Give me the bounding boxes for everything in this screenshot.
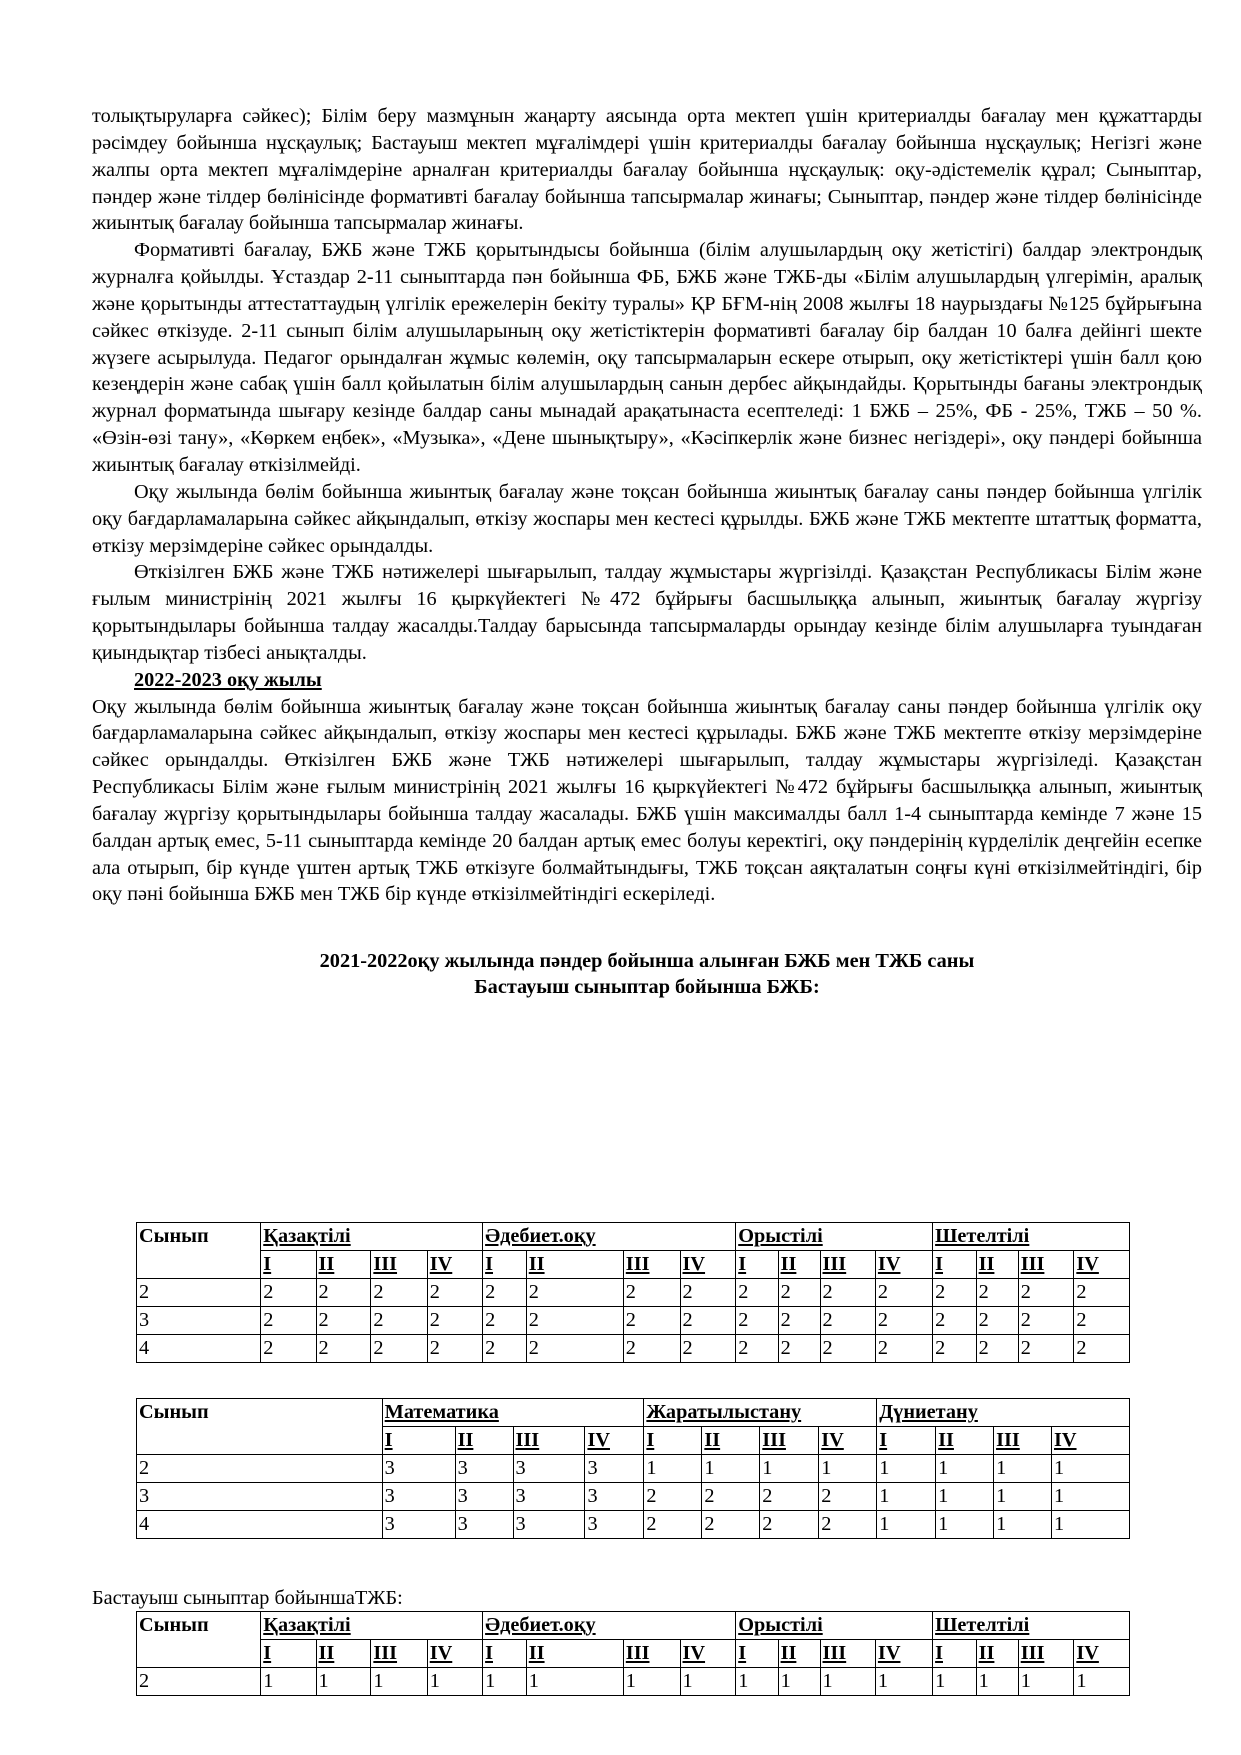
value-cell: 3 bbox=[513, 1455, 585, 1483]
empty-cell bbox=[137, 1251, 261, 1279]
quarter-header-cell: I bbox=[736, 1251, 778, 1279]
class-header-cell: Сынып bbox=[137, 1612, 261, 1640]
table-subtitle: Бастауыш сыныптар бойынша БЖБ: bbox=[474, 976, 820, 999]
value-cell: 2 bbox=[371, 1307, 427, 1335]
class-cell: 2 bbox=[137, 1455, 383, 1483]
value-cell: 2 bbox=[680, 1279, 736, 1307]
quarter-header-cell: III bbox=[1018, 1251, 1074, 1279]
value-cell: 2 bbox=[933, 1307, 977, 1335]
document-body bbox=[92, 103, 1202, 1000]
value-cell: 2 bbox=[736, 1335, 778, 1363]
value-cell: 3 bbox=[513, 1483, 585, 1511]
value-cell: 2 bbox=[526, 1335, 623, 1363]
value-cell: 3 bbox=[585, 1455, 644, 1483]
value-cell: 3 bbox=[455, 1483, 513, 1511]
value-cell: 2 bbox=[933, 1279, 977, 1307]
table-header-row bbox=[137, 1399, 1130, 1427]
class-cell: 3 bbox=[137, 1307, 261, 1335]
quarter-header-row bbox=[137, 1640, 1130, 1668]
value-cell: 1 bbox=[1074, 1668, 1130, 1696]
empty-cell bbox=[137, 1640, 261, 1668]
quarter-header-cell: IV bbox=[680, 1251, 736, 1279]
value-cell: 3 bbox=[382, 1455, 455, 1483]
paragraph-5: Оқу жылында бөлім бойынша жиынтық бағалау және тоқсан бойынша жиынтық бағалау саны пәндер бойынша үлгілік оқу бағдарламаларына сәйкес айқындалып, өткізу жоспары мен кестесі құрылады. БЖБ және ТЖБ мектепте өткізу мерзімдеріне сәйкес орындалды. Өткізілген БЖБ және ТЖБ нәтижелері шығарылып, талдау жұмыстары жүргізіледі. Қазақстан Республикасы Білім және ғылым министрінің 2021 жылғы 16 қыркүйектегі №472 бұйрығы басшылыққа алынып, жиынтық бағалау жүргізу қорытындылары бойынша талдау жасалады. БЖБ үшін максималды балл 1-4 сыныптарда кемінде 7 және 15 балдан артық емес, 5-11 сыныптарда кемінде 20 балдан артық емес болуы керектігі, оқу пәндерінің күрделілік деңгейін есепке ала отырып, бір күнде үштен артық ТЖБ өткізуге болмайтындығы, ТЖБ тоқсан аяқталатын соңғы күні өткізілмейтіндігі, бір оқу пәні бойынша БЖБ мен ТЖБ бір күнде өткізілмейтіндігі ескеріледі. bbox=[92, 695, 1202, 906]
tzb-table-languages bbox=[136, 1611, 1130, 1696]
value-cell: 1 bbox=[936, 1511, 994, 1539]
value-cell: 1 bbox=[819, 1455, 877, 1483]
value-cell: 2 bbox=[736, 1307, 778, 1335]
value-cell: 1 bbox=[875, 1668, 932, 1696]
quarter-header-cell: III bbox=[994, 1427, 1052, 1455]
value-cell: 2 bbox=[623, 1307, 680, 1335]
value-cell: 2 bbox=[933, 1335, 977, 1363]
subject-header-cell: Шетелтілі bbox=[933, 1612, 1130, 1640]
value-cell: 1 bbox=[877, 1455, 936, 1483]
quarter-header-cell: IV bbox=[680, 1640, 736, 1668]
value-cell: 2 bbox=[819, 1511, 877, 1539]
value-cell: 2 bbox=[820, 1279, 875, 1307]
value-cell: 1 bbox=[702, 1455, 760, 1483]
value-cell: 2 bbox=[526, 1307, 623, 1335]
value-cell: 1 bbox=[427, 1668, 482, 1696]
quarter-header-cell: IV bbox=[875, 1251, 932, 1279]
value-cell: 1 bbox=[820, 1668, 875, 1696]
quarter-header-row bbox=[137, 1251, 1130, 1279]
quarter-header-cell: I bbox=[261, 1640, 316, 1668]
value-cell: 2 bbox=[680, 1307, 736, 1335]
table-row bbox=[137, 1668, 1130, 1696]
quarter-header-cell: IV bbox=[875, 1640, 932, 1668]
value-cell: 2 bbox=[976, 1279, 1018, 1307]
value-cell: 3 bbox=[585, 1483, 644, 1511]
subject-header-cell: Қазақтілі bbox=[261, 1612, 483, 1640]
value-cell: 1 bbox=[680, 1668, 736, 1696]
quarter-header-cell: IV bbox=[1074, 1251, 1130, 1279]
empty-cell bbox=[137, 1427, 383, 1455]
value-cell: 2 bbox=[483, 1307, 527, 1335]
subject-header-cell: Әдебиет.оқу bbox=[483, 1223, 736, 1251]
value-cell: 1 bbox=[936, 1483, 994, 1511]
value-cell: 2 bbox=[875, 1307, 932, 1335]
quarter-header-cell: II bbox=[976, 1251, 1018, 1279]
quarter-header-cell: III bbox=[371, 1640, 427, 1668]
class-cell: 4 bbox=[137, 1511, 383, 1539]
value-cell: 3 bbox=[455, 1455, 513, 1483]
value-cell: 2 bbox=[1018, 1279, 1074, 1307]
value-cell: 2 bbox=[1018, 1307, 1074, 1335]
quarter-header-cell: III bbox=[623, 1640, 680, 1668]
subject-header-cell: Орыстілі bbox=[736, 1612, 933, 1640]
value-cell: 1 bbox=[483, 1668, 527, 1696]
quarter-header-cell: III bbox=[760, 1427, 819, 1455]
value-cell: 1 bbox=[261, 1668, 316, 1696]
value-cell: 1 bbox=[994, 1483, 1052, 1511]
quarter-header-cell: IV bbox=[427, 1251, 482, 1279]
quarter-header-cell: I bbox=[933, 1251, 977, 1279]
value-cell: 1 bbox=[526, 1668, 623, 1696]
value-cell: 2 bbox=[976, 1307, 1018, 1335]
class-cell: 2 bbox=[137, 1668, 261, 1696]
quarter-header-cell: II bbox=[936, 1427, 994, 1455]
table-row bbox=[137, 1455, 1130, 1483]
value-cell: 3 bbox=[382, 1483, 455, 1511]
quarter-header-cell: IV bbox=[1052, 1427, 1130, 1455]
value-cell: 2 bbox=[778, 1335, 820, 1363]
table-row bbox=[137, 1279, 1130, 1307]
value-cell: 2 bbox=[644, 1483, 702, 1511]
value-cell: 2 bbox=[820, 1307, 875, 1335]
table-row bbox=[137, 1335, 1130, 1363]
value-cell: 2 bbox=[483, 1335, 527, 1363]
value-cell: 3 bbox=[382, 1511, 455, 1539]
quarter-header-cell: III bbox=[820, 1640, 875, 1668]
value-cell: 2 bbox=[875, 1279, 932, 1307]
value-cell: 1 bbox=[1018, 1668, 1074, 1696]
value-cell: 2 bbox=[644, 1511, 702, 1539]
quarter-header-cell: II bbox=[316, 1251, 371, 1279]
value-cell: 1 bbox=[760, 1455, 819, 1483]
value-cell: 1 bbox=[994, 1511, 1052, 1539]
value-cell: 3 bbox=[455, 1511, 513, 1539]
quarter-header-cell: IV bbox=[1074, 1640, 1130, 1668]
quarter-header-cell: III bbox=[513, 1427, 585, 1455]
value-cell: 2 bbox=[875, 1335, 932, 1363]
value-cell: 1 bbox=[623, 1668, 680, 1696]
quarter-header-cell: I bbox=[933, 1640, 977, 1668]
value-cell: 1 bbox=[877, 1511, 936, 1539]
value-cell: 3 bbox=[585, 1511, 644, 1539]
quarter-header-row bbox=[137, 1427, 1130, 1455]
value-cell: 2 bbox=[819, 1483, 877, 1511]
class-cell: 4 bbox=[137, 1335, 261, 1363]
class-header-cell: Сынып bbox=[137, 1223, 261, 1251]
value-cell: 3 bbox=[513, 1511, 585, 1539]
quarter-header-cell: II bbox=[526, 1640, 623, 1668]
paragraph-3: Оқу жылында бөлім бойынша жиынтық бағалау және тоқсан бойынша жиынтық бағалау саны пәндер бойынша үлгілік оқу бағдарламаларына сәйкес айқындалып, өткізу жоспары мен кестесі құрылды. БЖБ және ТЖБ мектепте штаттық форматта, өткізу мерзімдеріне сәйкес орындалды. bbox=[92, 480, 1202, 557]
subject-header-cell: Математика bbox=[382, 1399, 644, 1427]
quarter-header-cell: IV bbox=[427, 1640, 482, 1668]
quarter-header-cell: III bbox=[1018, 1640, 1074, 1668]
subject-header-cell: Қазақтілі bbox=[261, 1223, 483, 1251]
value-cell: 2 bbox=[1018, 1335, 1074, 1363]
quarter-header-cell: III bbox=[623, 1251, 680, 1279]
value-cell: 2 bbox=[778, 1307, 820, 1335]
quarter-header-cell: II bbox=[455, 1427, 513, 1455]
paragraph-2: Формативті бағалау, БЖБ және ТЖБ қорытындысы бойынша (білім алушылардың оқу жетістігі) балдар электрондық журналға қойылды. Ұстаздар 2-11 сыныптарда пән бойынша ФБ, БЖБ және ТЖБ-ды «Білім алушылардың үлгерімін, аралық және қорытынды аттестаттаудың үлгілік ережелерін бекіту туралы» ҚР БҒМ-нің 2008 жылғы 18 наурыздағы №125 бұйрығына сәйкес өткізуде. 2-11 сынып білім алушыларының оқу жетістіктерін формативті бағалау бір балдан 10 балға дейінгі шекте жүзеге асырылуда. Педагог орындалған жұмыс көлемін, оқу тапсырмаларын ескере отырып, оқу жетістіктері үшін балл қою кезеңдерін және сабақ үшін балл қойылатын білім алушылардың санын дербес айқындайды. Қорытынды бағаны электрондық журнал форматында шығару кезінде балдар саны мынадай арақатынаста есептеледі: 1 БЖБ – 25%, ФБ - 25%, ТЖБ – 50 %. «Өзін-өзі тану», «Көркем еңбек», «Музыка», «Дене шынықтыру», «Кәсіпкерлік және бизнес негіздері», оқу пәндері бойынша жиынтық бағалау өткізілмейді. bbox=[92, 239, 1202, 476]
value-cell: 1 bbox=[933, 1668, 977, 1696]
quarter-header-cell: II bbox=[316, 1640, 371, 1668]
value-cell: 2 bbox=[623, 1279, 680, 1307]
quarter-header-cell: I bbox=[483, 1251, 527, 1279]
quarter-header-cell: I bbox=[736, 1640, 778, 1668]
paragraph-1: толықтыруларға сәйкес); Білім беру мазмұнын жаңарту аясында орта мектеп үшін критериалды бағалау мен құжаттарды рәсімдеу бойынша нұсқаулық; Бастауыш мектеп мұғалімдері үшін критериалды бағалау бойынша нұсқаулық; Негізгі және жалпы орта мектеп мұғалімдеріне арналған критериалды бағалау бойынша нұсқаулық: оқу-әдістемелік құрал; Сыныптар, пәндер және тілдер бөлінісінде формативті бағалау бойынша тапсырмалар жинағы; Сыныптар, пәндер және тілдер бөлінісінде жиынтық бағалау бойынша тапсырмалар жинағы. bbox=[92, 105, 1202, 235]
subject-header-cell: Жаратылыстану bbox=[644, 1399, 877, 1427]
quarter-header-cell: II bbox=[976, 1640, 1018, 1668]
subject-header-cell: Шетелтілі bbox=[933, 1223, 1130, 1251]
table-header-row bbox=[137, 1612, 1130, 1640]
value-cell: 1 bbox=[371, 1668, 427, 1696]
value-cell: 2 bbox=[427, 1279, 482, 1307]
value-cell: 2 bbox=[702, 1511, 760, 1539]
value-cell: 2 bbox=[316, 1279, 371, 1307]
quarter-header-cell: I bbox=[877, 1427, 936, 1455]
bjb-table-sciences bbox=[136, 1398, 1130, 1539]
quarter-header-cell: IV bbox=[819, 1427, 877, 1455]
paragraph-4: Өткізілген БЖБ және ТЖБ нәтижелері шығарылып, талдау жұмыстары жүргізілді. Қазақстан Республикасы Білім және ғылым министрінің 2021 жылғы 16 қыркүйектегі №472 бұйрығы басшылыққа алынып, жиынтық бағалау жүргізу қорытындылары бойынша талдау жасалды.Талдау барысында тапсырмаларды орындау кезінде білім алушыларға туындаған қиындықтар тізбесі анықталды. bbox=[92, 561, 1202, 664]
class-cell: 3 bbox=[137, 1483, 383, 1511]
bjb-table-languages bbox=[136, 1222, 1130, 1363]
value-cell: 2 bbox=[760, 1483, 819, 1511]
subject-header-cell: Дүниетану bbox=[877, 1399, 1130, 1427]
value-cell: 2 bbox=[1074, 1307, 1130, 1335]
subject-header-cell: Орыстілі bbox=[736, 1223, 933, 1251]
quarter-header-cell: III bbox=[371, 1251, 427, 1279]
value-cell: 2 bbox=[736, 1279, 778, 1307]
quarter-header-cell: I bbox=[382, 1427, 455, 1455]
value-cell: 1 bbox=[1052, 1483, 1130, 1511]
value-cell: 1 bbox=[936, 1455, 994, 1483]
value-cell: 1 bbox=[736, 1668, 778, 1696]
table-row bbox=[137, 1511, 1130, 1539]
value-cell: 2 bbox=[760, 1511, 819, 1539]
value-cell: 2 bbox=[316, 1307, 371, 1335]
subject-header-cell: Әдебиет.оқу bbox=[483, 1612, 736, 1640]
value-cell: 2 bbox=[623, 1335, 680, 1363]
quarter-header-cell: IV bbox=[585, 1427, 644, 1455]
quarter-header-cell: III bbox=[820, 1251, 875, 1279]
value-cell: 1 bbox=[316, 1668, 371, 1696]
value-cell: 2 bbox=[1074, 1335, 1130, 1363]
value-cell: 1 bbox=[778, 1668, 820, 1696]
table-row bbox=[137, 1307, 1130, 1335]
value-cell: 1 bbox=[644, 1455, 702, 1483]
table-header-row bbox=[137, 1223, 1130, 1251]
class-cell: 2 bbox=[137, 1279, 261, 1307]
value-cell: 2 bbox=[483, 1279, 527, 1307]
value-cell: 1 bbox=[1052, 1455, 1130, 1483]
value-cell: 2 bbox=[526, 1279, 623, 1307]
quarter-header-cell: II bbox=[526, 1251, 623, 1279]
value-cell: 2 bbox=[820, 1335, 875, 1363]
value-cell: 2 bbox=[702, 1483, 760, 1511]
quarter-header-cell: I bbox=[644, 1427, 702, 1455]
value-cell: 2 bbox=[316, 1335, 371, 1363]
table-main-title: 2021-2022оқу жылында пәндер бойынша алынған БЖБ мен ТЖБ саны bbox=[319, 950, 975, 973]
value-cell: 2 bbox=[261, 1279, 316, 1307]
value-cell: 1 bbox=[994, 1455, 1052, 1483]
value-cell: 2 bbox=[1074, 1279, 1130, 1307]
value-cell: 2 bbox=[427, 1335, 482, 1363]
value-cell: 2 bbox=[261, 1335, 316, 1363]
value-cell: 1 bbox=[877, 1483, 936, 1511]
quarter-header-cell: II bbox=[778, 1640, 820, 1668]
class-header-cell: Сынып bbox=[137, 1399, 383, 1427]
value-cell: 2 bbox=[261, 1307, 316, 1335]
value-cell: 1 bbox=[1052, 1511, 1130, 1539]
year-heading: 2022-2023 оқу жылы bbox=[134, 668, 322, 691]
value-cell: 2 bbox=[778, 1279, 820, 1307]
quarter-header-cell: I bbox=[483, 1640, 527, 1668]
tzb-section-label: Бастауыш сыныптар бойыншаТЖБ: bbox=[92, 1587, 403, 1609]
value-cell: 2 bbox=[680, 1335, 736, 1363]
quarter-header-cell: I bbox=[261, 1251, 316, 1279]
value-cell: 1 bbox=[976, 1668, 1018, 1696]
table-row bbox=[137, 1483, 1130, 1511]
value-cell: 2 bbox=[371, 1335, 427, 1363]
quarter-header-cell: II bbox=[702, 1427, 760, 1455]
value-cell: 2 bbox=[427, 1307, 482, 1335]
value-cell: 2 bbox=[371, 1279, 427, 1307]
quarter-header-cell: II bbox=[778, 1251, 820, 1279]
value-cell: 2 bbox=[976, 1335, 1018, 1363]
